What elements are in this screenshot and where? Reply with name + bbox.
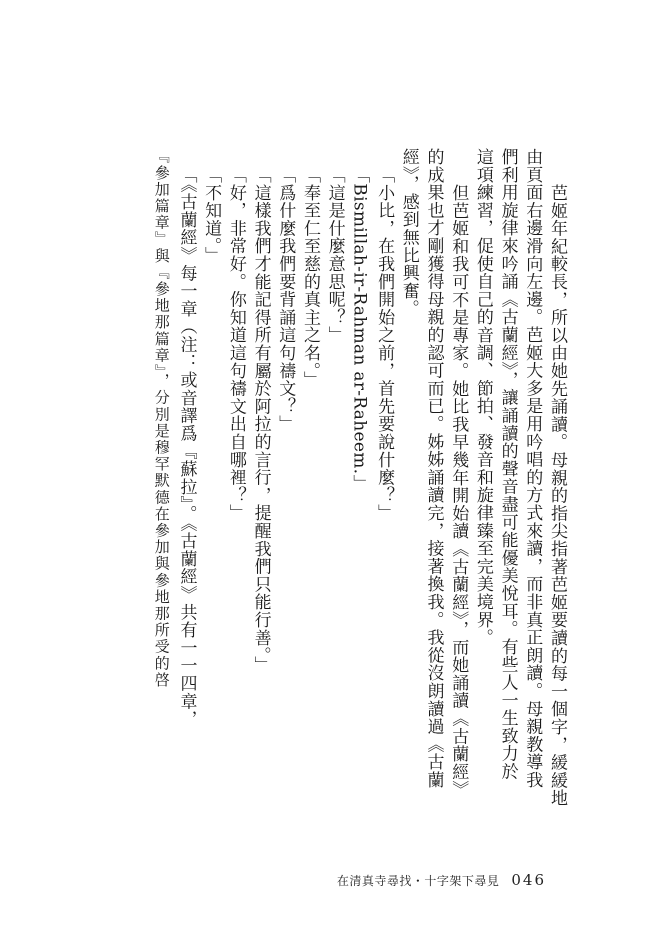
paragraph-line: 芭姬年紀較長，所以由她先誦讀。母親的指尖指著芭姬要讀的每一個字，緩緩地	[547, 183, 567, 807]
paragraph-line: 但芭姬和我可不是專家。她比我早幾年開始讀《古蘭經》，而她誦讀《古蘭經》	[448, 183, 469, 799]
dialogue-line: 「不知道。」	[201, 165, 222, 265]
running-title: 在清真寺尋找・十字架下尋見	[336, 874, 500, 888]
paragraph-line: 的成果也才剛獲得母親的認可而已。姊姊誦讀完，接著換我。我從沒朗讀過《古蘭	[423, 148, 444, 789]
dialogue-line: 「好，非常好。你知道這句禱文出自哪裡？」	[225, 165, 246, 522]
paragraph-line: 經》，感到無比興奮。	[398, 148, 419, 318]
vertical-text-block	[84, 148, 569, 838]
paragraph-line: 由頁面右邊滑向左邊。芭姬大多是用吟唱的方式來讀，而非真正朗讀。母親教導我	[522, 148, 543, 789]
dialogue-line: 「這是什麼意思呢？」	[324, 165, 345, 344]
dialogue-line: 「爲什麼我們要背誦這句禱文？」	[275, 165, 296, 433]
page-number: 046	[511, 871, 546, 889]
dialogue-line: 「這樣我們才能記得所有屬於阿拉的言行，提醒我們只能行善。」	[250, 165, 271, 674]
paragraph-line: 們利用旋律來吟誦《古蘭經》，讓誦讀的聲音盡可能優美悅耳。有些人一生致力於	[497, 148, 518, 781]
paragraph-line: 這項練習，促使自己的音調、節拍、發音和旋律臻至完美境界。	[472, 148, 493, 647]
dialogue-line: 「Bismillah-ir-Rahman ar-Raheem.」	[349, 165, 370, 492]
page-footer	[337, 871, 546, 889]
annotation-line: 『參加篇章』與『參地那篇章』，分別是穆罕默德在參加與參地那所受的啓	[152, 148, 171, 689]
dialogue-line: 「小比，在我們開始之前，首先要說什麼？」	[374, 165, 395, 522]
dialogue-line: 「奉至仁至慈的真主之名。」	[299, 165, 320, 389]
dialogue-line: 「《古蘭經》每一章（注：或音譯爲『蘇拉』。《古蘭經》共有一一四章，	[176, 165, 197, 728]
